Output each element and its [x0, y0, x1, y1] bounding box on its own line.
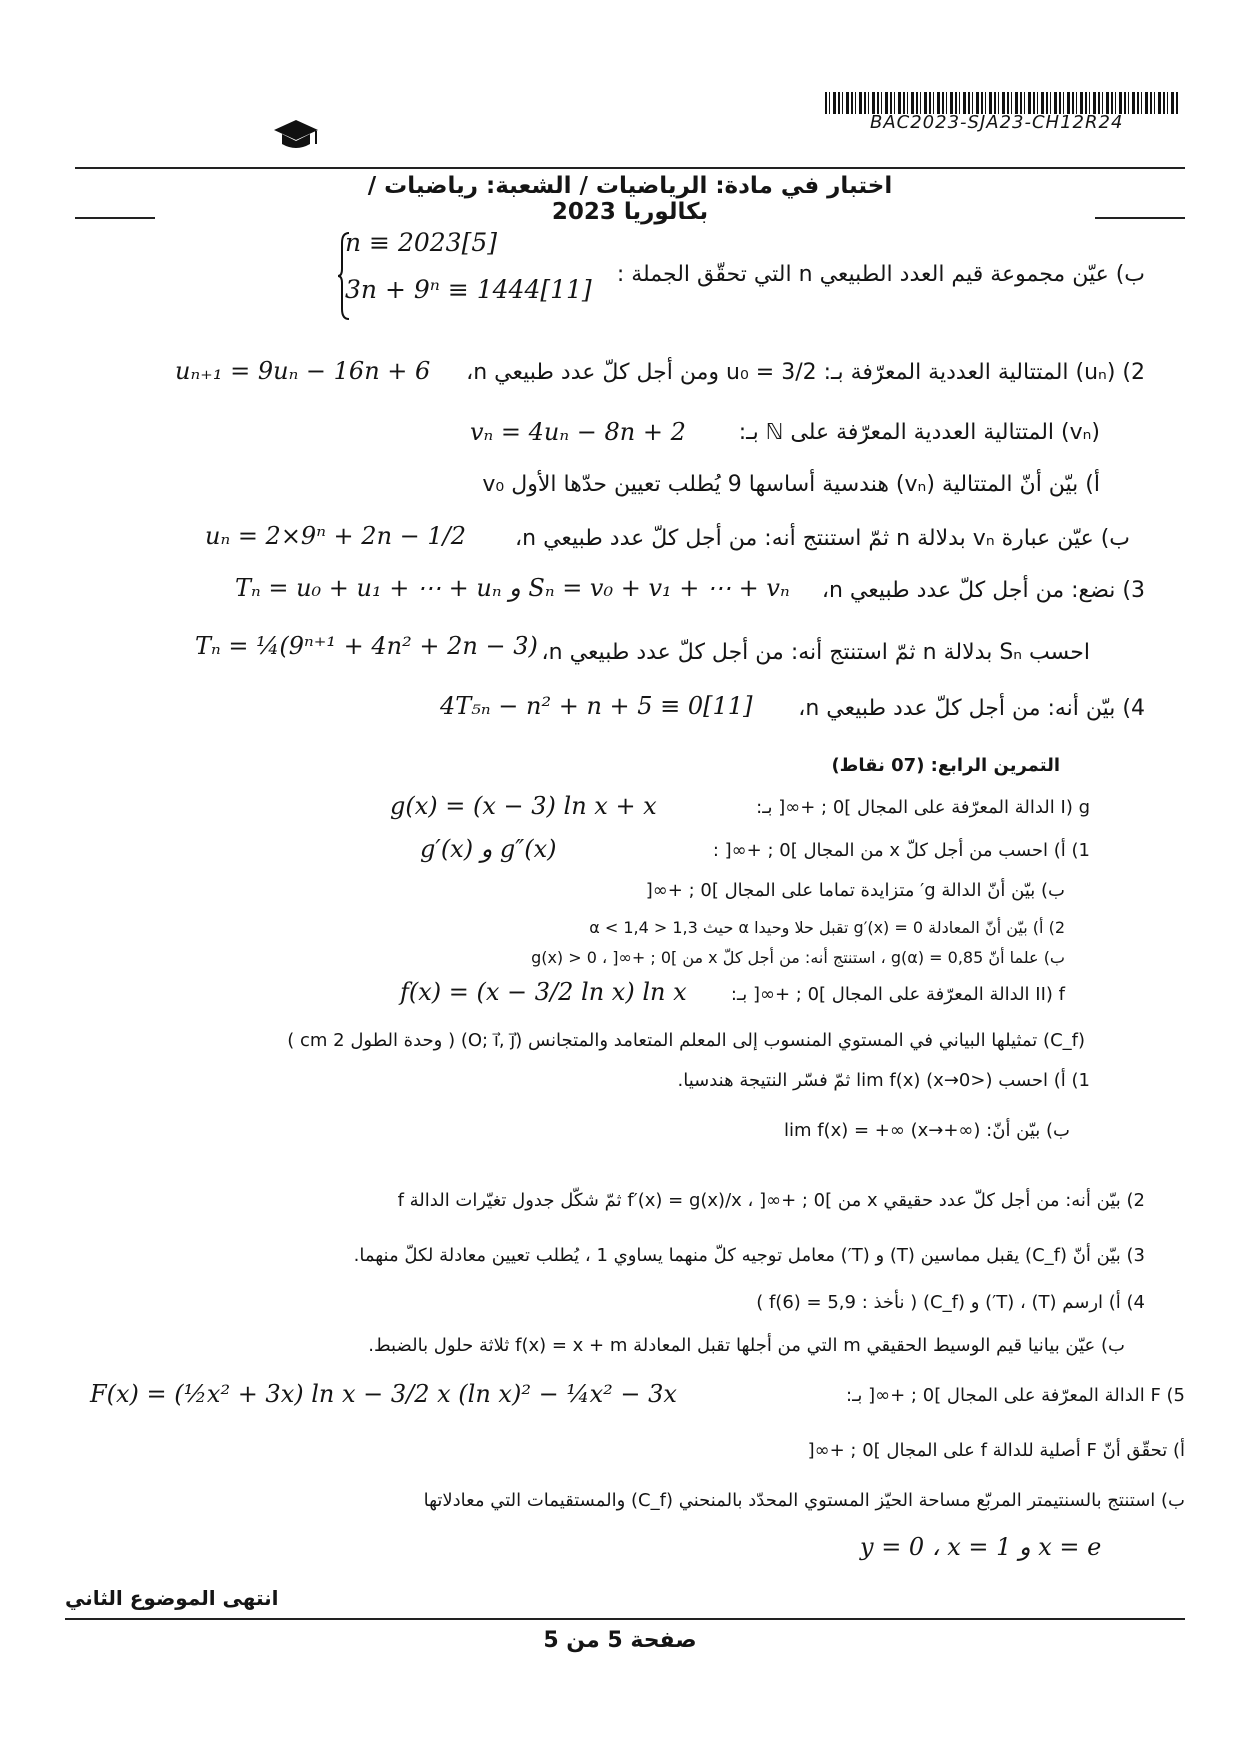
barcode	[825, 92, 1180, 114]
ex4-I1b: ب) بيّن أنّ الدالة g′ متزايدة تماما على المجال ]0 ; +∞[	[645, 880, 1065, 901]
document-code: BAC2023-SJA23-CH12R24	[870, 112, 1124, 133]
ex4-II5a: أ) تحقّق أنّ F أصلية للدالة f على المجال ]0 ; +∞[	[807, 1440, 1185, 1461]
ex4-I-formula: g(x) = (x − 3) ln x + x	[390, 792, 657, 820]
ex4-II5: 5) F الدالة المعرّفة على المجال ]0 ; +∞[ بـ:	[846, 1385, 1185, 1406]
ex4-I2b: ب) علما أنّ g(α) = 0,85 ، استنتج أنه: من أجل كلّ x من ]0 ; +∞[ ، g(x) > 0	[531, 948, 1065, 967]
ex4-II3: 3) بيّن أنّ (C_f) يقبل مماسين (T) و (T′) معامل توجيه كلّ منهما يساوي 1 ، يُطلب تعيين معادلة لكلّ منهما.	[353, 1245, 1145, 1266]
ex4-II5b: ب) استنتج بالسنتيمتر المربّع مساحة الحيّز المستوي المحدّد بالمنحني (C_f) والمستقيمات التي معادلاتها	[423, 1490, 1185, 1511]
ex4-II-formula: f(x) = (x − 3/2 ln x) ln x	[400, 978, 687, 1006]
ex4-I1a: 1) أ) احسب من أجل كلّ x من المجال ]0 ; +∞[ :	[712, 840, 1090, 861]
ex3-q2b-formula: uₙ = 2×9ⁿ + 2n − 1/2	[205, 522, 467, 550]
ex3-q4-formula: 4T₅ₙ − n² + n + 5 ≡ 0[11]	[440, 692, 753, 720]
ex3-q3-formula: Tₙ = u₀ + u₁ + ⋯ + uₙ و Sₙ = v₀ + v₁ + ⋯ + vₙ	[235, 574, 790, 602]
system-equation-1: n ≡ 2023[5]	[345, 228, 497, 257]
ex3-q2-v-formula: vₙ = 4uₙ − 8n + 2	[470, 418, 686, 446]
ex3-q2-v: (vₙ) المتتالية العددية المعرّفة على ℕ بـ:	[738, 420, 1100, 445]
footer-rule	[65, 1618, 1185, 1620]
congruence-system	[345, 228, 592, 304]
system-equation-2: 3n + 9ⁿ ≡ 1444[11]	[345, 275, 592, 304]
header-rule-left	[75, 217, 155, 219]
page-number: صفحة 5 من 5	[543, 1628, 697, 1653]
ex3-q3b: احسب Sₙ بدلالة n ثمّ استنتج أنه: من أجل كلّ عدد طبيعي n،	[541, 640, 1090, 665]
ex4-II5-formula: F(x) = (½x² + 3x) ln x − 3/2 x (ln x)² − ¼x² − 3x	[90, 1380, 677, 1408]
ex4-II1a: 1) أ) احسب lim f(x) (x→0>) ثمّ فسّر النتيجة هندسيا.	[677, 1070, 1090, 1091]
ex3-q2b: ب) عيّن عبارة vₙ بدلالة n ثمّ استنتج أنه: من أجل كلّ عدد طبيعي n،	[515, 526, 1130, 551]
ex3-q2-formula: uₙ₊₁ = 9uₙ − 16n + 6	[175, 357, 431, 385]
graduation-cap-icon	[272, 118, 320, 152]
header-rule-right	[1095, 217, 1185, 219]
ex4-II: II) f الدالة المعرّفة على المجال ]0 ; +∞[ بـ:	[730, 984, 1065, 1005]
ex4-II1b: ب) بيّن أنّ: lim f(x) = +∞ (x→+∞)	[783, 1120, 1070, 1141]
ex3-q1b: ب) عيّن مجموعة قيم العدد الطبيعي n التي تحقّق الجملة :	[616, 262, 1145, 287]
ex4-I2a: 2) أ) بيّن أنّ المعادلة g′(x) = 0 تقبل حلا وحيدا α حيث 1,3 < α < 1,4	[589, 918, 1065, 937]
ex3-q2a: أ) بيّن أنّ المتتالية (vₙ) هندسية أساسها 9 يُطلب تعيين حدّها الأول v₀	[482, 472, 1100, 497]
ex4-I: I) g الدالة المعرّفة على المجال ]0 ; +∞[ بـ:	[756, 797, 1090, 818]
ex4-II5b-formula: y = 0 ، x = 1 و x = e	[860, 1533, 1102, 1561]
ex3-q3b-formula: Tₙ = ¼(9ⁿ⁺¹ + 4n² + 2n − 3)	[195, 632, 538, 660]
ex3-q4: 4) بيّن أنه: من أجل كلّ عدد طبيعي n،	[798, 696, 1145, 721]
ex3-q2: 2) (uₙ) المتتالية العددية المعرّفة بـ: u₀ = 3/2 ومن أجل كلّ عدد طبيعي n،	[466, 360, 1145, 385]
ex4-II-cf: (C_f) تمثيلها البياني في المستوي المنسوب إلى المعلم المتعامد والمتجانس (O; i⃗, j⃗) ( وحدة الطول 2 cm )	[287, 1030, 1085, 1051]
end-of-subject: انتهى الموضوع الثاني	[65, 1586, 279, 1610]
ex4-II2: 2) بيّن أنه: من أجل كلّ عدد حقيقي x من ]0 ; +∞[ ، f′(x) = g(x)/x ثمّ شكّل جدول تغيّرات الدالة f	[397, 1190, 1145, 1211]
ex4-II4a: 4) أ) ارسم (T) ، (T′) و (C_f) ( نأخذ : f(6) = 5,9 )	[756, 1292, 1145, 1313]
ex3-q3: 3) نضع: من أجل كلّ عدد طبيعي n،	[821, 578, 1145, 603]
header-rule	[75, 167, 1185, 169]
page-title: اختبار في مادة: الرياضيات / الشعبة: رياضيات / بكالوريا 2023	[367, 173, 893, 225]
ex4-I1a-formula: g′(x) و g″(x)	[420, 835, 557, 863]
ex4-title: التمرين الرابع: (07 نقاط)	[831, 755, 1060, 776]
ex4-II4b: ب) عيّن بيانيا قيم الوسيط الحقيقي m التي من أجلها تقبل المعادلة f(x) = x + m ثلاثة حلول بالضبط.	[368, 1335, 1125, 1356]
